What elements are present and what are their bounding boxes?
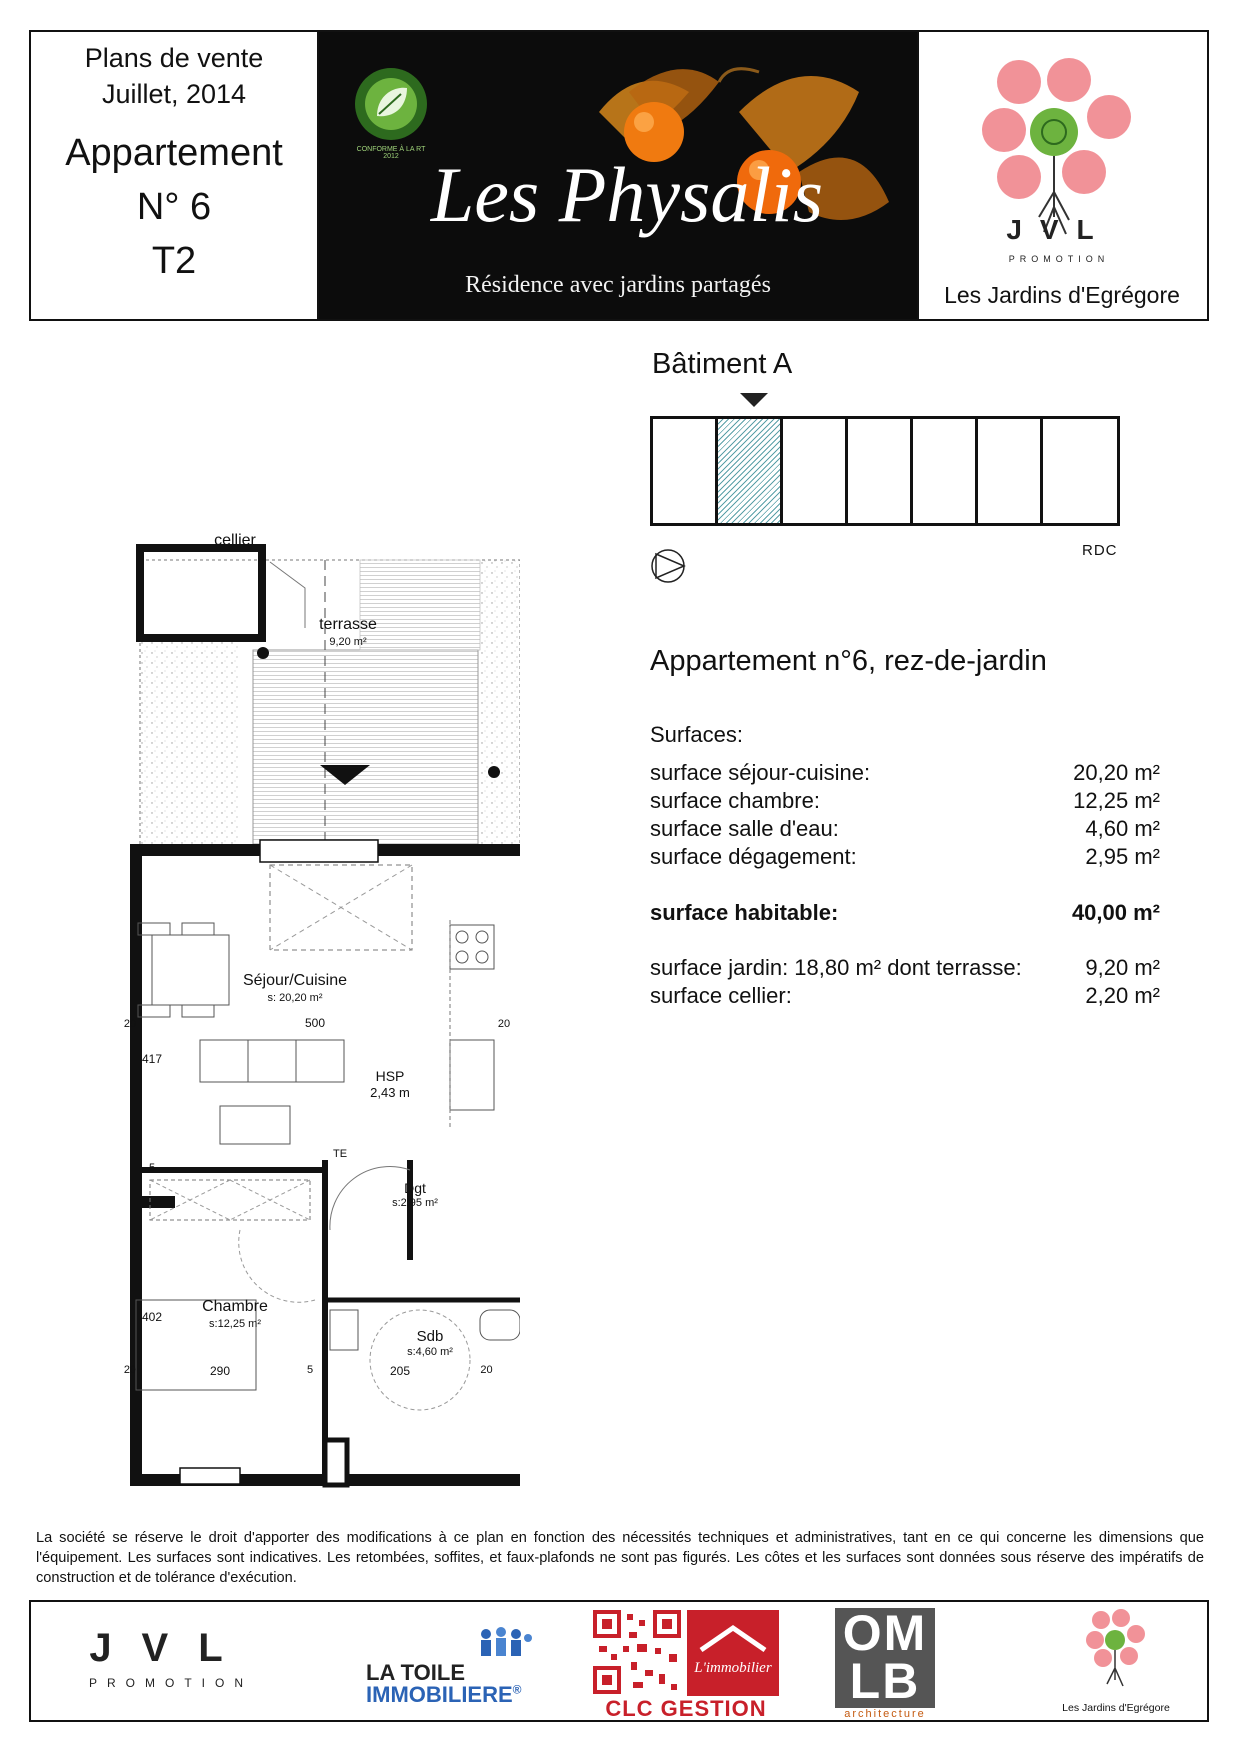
room-label-sdb: Sdb [416, 1328, 444, 1345]
apartment-title: Appartement n°6, rez-de-jardin [650, 645, 1047, 677]
building-cell [780, 416, 848, 526]
clc-gestion-text: CLC GESTION [605, 1696, 767, 1721]
apartment-number: N° 6 [136, 186, 212, 228]
dimension-20b: 20 [123, 1364, 137, 1376]
surface-label: surface salle d'eau: [650, 816, 839, 841]
residence-name: Les Physalis [430, 151, 824, 238]
building-cell [1040, 416, 1120, 526]
building-cell [975, 416, 1043, 526]
cellier-value: 2,20 m² [1085, 983, 1160, 1008]
egregore-small-logo-icon [1081, 1604, 1151, 1694]
toile-line-1: LA TOILE [366, 1660, 465, 1685]
garden-value: 9,20 m² [1085, 955, 1160, 980]
habitable-value: 40,00 m² [1071, 900, 1160, 925]
jvl-logo-subtext: PROMOTION [1008, 254, 1110, 264]
omlb-logo [835, 1605, 935, 1709]
room-value-hsp: 2,43 m [370, 1085, 410, 1100]
apartment-word: Appartement [65, 132, 283, 174]
room-area-terrasse: 9,20 m² [329, 636, 367, 648]
egregore-logo-panel [917, 32, 1207, 319]
floor-plan-drawing [120, 540, 520, 1490]
cellier-label: surface cellier: [650, 983, 792, 1008]
surface-label: surface dégagement: [650, 844, 857, 869]
toile-registered: ® [512, 1682, 522, 1697]
surface-row [650, 788, 1160, 814]
plans-date: Juillet, 2014 [101, 79, 247, 109]
building-strip [650, 416, 1120, 530]
building-cell-highlighted [715, 416, 783, 526]
building-cell [910, 416, 978, 526]
habitable-surface-row [650, 900, 1160, 926]
omlb-bottom: LB [849, 1653, 921, 1709]
dimension-20d: 20 [497, 1018, 511, 1030]
room-label-dgt: Dgt [404, 1180, 426, 1196]
dimension-500: 500 [304, 1016, 326, 1030]
rt2012-badge-text: CONFORME À LA RT 2012 [356, 146, 426, 160]
toile-line-2 [366, 1682, 522, 1708]
footer-jvl-sub: PROMOTION [89, 1676, 253, 1690]
cellier-surface-row [650, 983, 1160, 1009]
dimension-20c: 20 [123, 1018, 137, 1030]
surface-row [650, 816, 1160, 842]
room-area-sejour: s: 20,20 m² [267, 992, 323, 1004]
dimension-402: 402 [141, 1310, 163, 1324]
legal-disclaimer: La société se réserve le droit d'apporter des modifications à ce plan en fonction des nécessités techniques et administratives, tant en ce qui concerne les dimensions que l'équipement. Les surfaces sont indicatives. Les retombées, soffites, et faux-plafonds ne sont pas figurés. Les côtes et les surfaces sont données sous réserve des impératifs de construction et de tolérance d'exécution. [36, 1530, 1204, 1586]
room-label-hsp: HSP [375, 1068, 405, 1084]
toile-people-icon [476, 1624, 536, 1662]
surface-value: 2,95 m² [1085, 844, 1160, 869]
surface-value: 12,25 m² [1073, 788, 1160, 813]
building-cell [650, 416, 718, 526]
building-cell [845, 416, 913, 526]
habitable-label: surface habitable: [650, 900, 839, 925]
dimension-417: 417 [141, 1052, 163, 1066]
building-marker-arrow-icon [740, 393, 768, 407]
toile-line-2-text: IMMOBILIERE [366, 1682, 513, 1707]
surface-label: surface chambre: [650, 788, 820, 813]
clc-house-logo [687, 1610, 779, 1696]
room-label-cellier: cellier [214, 532, 256, 549]
surface-row [650, 760, 1160, 786]
jvl-logo-text: JVL [1006, 214, 1112, 245]
omlb-top: OM [842, 1605, 928, 1661]
room-area-chambre: s:12,25 m² [209, 1318, 261, 1330]
surface-row [650, 844, 1160, 870]
residence-tagline: Résidence avec jardins partagés [465, 272, 771, 298]
room-label-terrasse: terrasse [319, 616, 377, 633]
residence-banner [319, 32, 917, 319]
level-label: RDC [1082, 542, 1118, 559]
garden-label: surface jardin: 18,80 m² dont terrasse: [650, 955, 1022, 980]
orientation-arrow-icon [650, 548, 690, 584]
apartment-type: T2 [151, 240, 197, 282]
footer-jvl-logo: JVL [89, 1626, 253, 1670]
rt2012-badge-icon [349, 62, 433, 146]
dimension-5a: 5 [148, 1162, 156, 1174]
plans-label: Plans de vente [84, 43, 264, 73]
egregore-caption: Les Jardins d'Egrégore [944, 282, 1180, 308]
dimension-5b: 5 [306, 1364, 314, 1376]
room-label-chambre: Chambre [202, 1298, 268, 1315]
room-area-sdb: s:4,60 m² [407, 1346, 453, 1358]
label-te: TE [332, 1148, 348, 1160]
building-title: Bâtiment A [652, 348, 793, 380]
footer-partners [29, 1600, 1209, 1722]
surfaces-label: Surfaces: [650, 722, 743, 747]
dimension-205: 205 [389, 1364, 411, 1378]
header-banner [29, 30, 1209, 321]
egregore-small-caption: Les Jardins d'Egrégore [1062, 1702, 1170, 1714]
qr-code-icon [593, 1610, 683, 1696]
dimension-290: 290 [209, 1364, 231, 1378]
surface-value: 4,60 m² [1085, 816, 1160, 841]
header-info-panel [31, 32, 319, 319]
floor-plan [120, 532, 520, 1490]
surface-value: 20,20 m² [1073, 760, 1160, 785]
dimension-20: 20 [480, 1364, 493, 1376]
room-area-dgt: s:2,95 m² [392, 1197, 438, 1209]
house-roof-icon [697, 1624, 769, 1654]
surface-label: surface séjour-cuisine: [650, 760, 871, 785]
omlb-subtext: architecture [844, 1708, 926, 1720]
clc-house-text: L'immobilier [694, 1660, 772, 1676]
room-label-sejour: Séjour/Cuisine [242, 972, 348, 989]
garden-surface-row [650, 955, 1160, 981]
